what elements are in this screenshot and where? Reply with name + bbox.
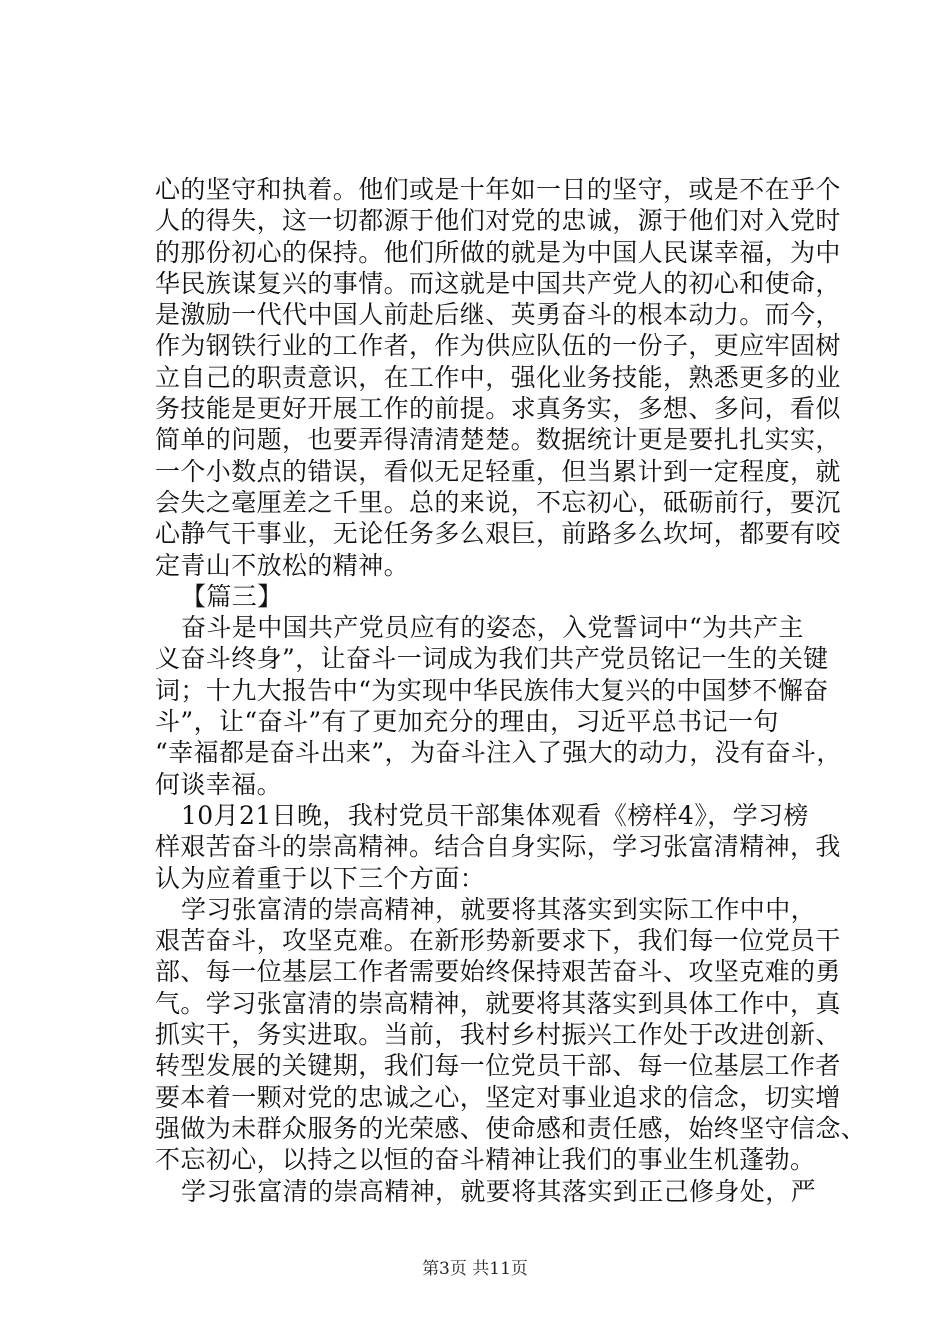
- text-line: 务技能是更好开展工作的前提。求真务实，多想、多问，看似: [155, 394, 841, 424]
- text-line: 会失之毫厘差之千里。总的来说，不忘初心，砥砺前行，要沉: [155, 487, 841, 517]
- text-line: 人的得失，这一切都源于他们对党的忠诚，源于他们对入党时: [155, 206, 841, 236]
- text-line: 学习张富清的崇高精神，就要将其落实到实际工作中中，: [181, 894, 817, 924]
- text-line: 气。学习张富清的崇高精神，就要将其落实到具体工作中，真: [155, 988, 841, 1018]
- text-line: 何谈幸福。: [155, 769, 283, 799]
- text-line: 斗”，让“奋斗”有了更加充分的理由，习近平总书记一句: [155, 707, 779, 737]
- text-line: 抓实干，务实进取。当前，我村乡村振兴工作处于改进创新、: [155, 1020, 841, 1050]
- text-line: 10月21日晚，我村党员干部集体观看《榜样4》，学习榜: [181, 800, 809, 830]
- text-line: 部、每一位基层工作者需要始终保持艰苦奋斗、攻坚克难的勇: [155, 957, 841, 987]
- text-line: 的那份初心的保持。他们所做的就是为中国人民谋幸福，为中: [155, 237, 841, 267]
- text-line: 义奋斗终身”，让奋斗一词成为我们共产党员铭记一生的关键: [155, 644, 829, 674]
- text-line: 心静气干事业，无论任务多么艰巨，前路多么坎坷，都要有咬: [155, 519, 841, 549]
- text-line: 学习张富清的崇高精神，就要将其落实到正己修身处，严: [181, 1176, 817, 1206]
- section-heading: 【篇三】: [181, 581, 283, 611]
- text-line: 转型发展的关键期，我们每一位党员干部、每一位基层工作者: [155, 1051, 841, 1081]
- text-line: “幸福都是奋斗出来”，为奋斗注入了强大的动力，没有奋斗，: [155, 738, 842, 768]
- text-line: 是激励一代代中国人前赴后继、英勇奋斗的根本动力。而今，: [155, 300, 841, 330]
- text-line: 简单的问题，也要弄得清清楚楚。数据统计更是要扎扎实实，: [155, 425, 841, 455]
- text-line: 样艰苦奋斗的崇高精神。结合自身实际，学习张富清精神，我: [155, 832, 841, 862]
- page-number-footer: 第3页 共11页: [422, 1259, 528, 1279]
- text-line: 认为应着重于以下三个方面：: [155, 863, 486, 893]
- text-line: 要本着一颗对党的忠诚之心，坚定对事业追求的信念，切实增: [155, 1082, 841, 1112]
- text-line: 奋斗是中国共产党员应有的姿态，入党誓词中“为共产主: [181, 613, 804, 643]
- text-line: 不忘初心，以持之以恒的奋斗精神让我们的事业生机蓬勃。: [155, 1145, 816, 1175]
- text-line: 定青山不放松的精神。: [155, 550, 410, 580]
- document-body: [155, 174, 867, 1207]
- text-line: 华民族谋复兴的事情。而这就是中国共产党人的初心和使命，: [155, 268, 841, 298]
- text-line: 心的坚守和执着。他们或是十年如一日的坚守，或是不在乎个: [155, 175, 841, 204]
- text-line: 艰苦奋斗，攻坚克难。在新形势新要求下，我们每一位党员干: [155, 926, 841, 956]
- text-line: 立自己的职责意识，在工作中，强化业务技能，熟悉更多的业: [155, 362, 841, 392]
- text-line: 作为钢铁行业的工作者，作为供应队伍的一份子，更应牢固树: [155, 331, 841, 361]
- text-line: 词；十九大报告中“为实现中华民族伟大复兴的中国梦不懈奋: [155, 675, 829, 705]
- text-line: 一个小数点的错误，看似无足轻重，但当累计到一定程度，就: [155, 456, 841, 486]
- text-line: 强做为未群众服务的光荣感、使命感和责任感，始终坚守信念、: [155, 1113, 867, 1143]
